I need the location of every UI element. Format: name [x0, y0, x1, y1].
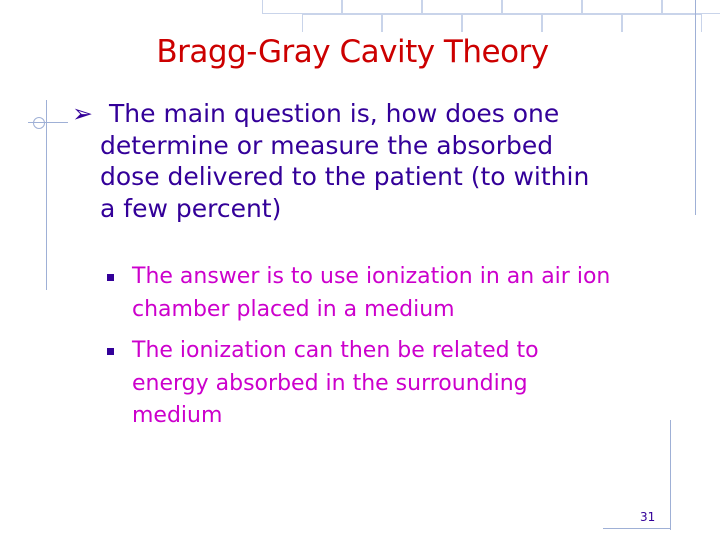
decor-vertical-line-left	[46, 100, 47, 290]
square-bullet-icon	[107, 274, 114, 281]
sub-bullet-text	[107, 335, 687, 433]
sub-bullet	[107, 335, 687, 433]
sub-bullet-text	[107, 261, 687, 326]
square-bullet-icon	[107, 348, 114, 355]
main-bullet-line: The main question is, how does one	[109, 99, 560, 128]
sub-bullet	[107, 261, 687, 326]
arrow-bullet-icon: ➢	[72, 99, 93, 128]
main-bullet	[72, 98, 672, 224]
main-bullet-text	[72, 98, 672, 224]
sub-bullet-line: medium	[132, 403, 223, 428]
decor-horizontal-line-footer	[603, 528, 671, 529]
sub-bullet-line: The ionization can then be related to	[132, 338, 539, 363]
main-bullet-line: dose delivered to the patient (to within	[100, 162, 590, 191]
decorative-grid	[262, 0, 720, 32]
page-number: 31	[640, 510, 656, 524]
main-bullet-line: determine or measure the absorbed	[100, 130, 554, 160]
decor-vertical-line-footer	[670, 420, 671, 530]
decor-vertical-line-right	[695, 0, 696, 215]
main-bullet-line: a few percent)	[100, 193, 282, 223]
sub-bullet-line: energy absorbed in the surrounding	[132, 370, 528, 396]
slide-title: Bragg-Gray Cavity Theory	[156, 34, 549, 70]
decor-circle	[33, 117, 45, 129]
sub-bullet-line: The answer is to use ionization in an air ion	[132, 264, 611, 289]
sub-bullet-line: chamber placed in a medium	[132, 296, 455, 322]
